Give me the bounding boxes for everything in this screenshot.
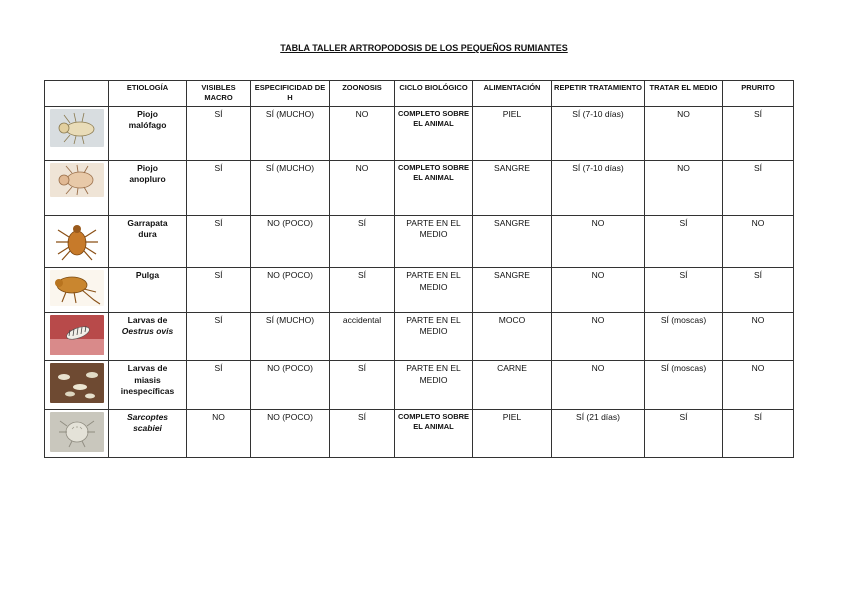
header-tratar: TRATAR EL MEDIO — [645, 81, 723, 107]
etiologia-cell: Pulga — [109, 268, 187, 312]
alimentacion-cell: PIEL — [473, 107, 552, 161]
zoonosis-cell: accidental — [330, 312, 395, 360]
prurito-cell: NO — [723, 312, 794, 360]
zoonosis-cell: SÍ — [330, 216, 395, 268]
louse-image — [50, 163, 104, 197]
prurito-cell: NO — [723, 361, 794, 409]
image-cell — [45, 268, 109, 312]
tratar-cell: SÍ — [645, 409, 723, 457]
zoonosis-cell: SÍ — [330, 409, 395, 457]
mite-image — [50, 412, 104, 452]
etiologia-cell: Larvas de miasis inespecíficas — [109, 361, 187, 409]
etiologia-cell: Garrapata dura — [109, 216, 187, 268]
zoonosis-cell: SÍ — [330, 268, 395, 312]
prurito-cell: SÍ — [723, 161, 794, 216]
especificidad-cell: SÍ (MUCHO) — [251, 107, 330, 161]
visibles-cell: NO — [187, 409, 251, 457]
especificidad-cell: NO (POCO) — [251, 409, 330, 457]
ciclo-cell: PARTE EN EL MEDIO — [395, 268, 473, 312]
visibles-cell: SÍ — [187, 216, 251, 268]
visibles-cell: SÍ — [187, 361, 251, 409]
image-cell — [45, 361, 109, 409]
image-cell — [45, 409, 109, 457]
table-row — [45, 268, 794, 312]
alimentacion-cell: PIEL — [473, 409, 552, 457]
visibles-cell: SÍ — [187, 161, 251, 216]
header-row — [45, 81, 794, 107]
header-alimentacion: ALIMENTACIÓN — [473, 81, 552, 107]
header-especificidad: ESPECIFICIDAD DE H — [251, 81, 330, 107]
header-prurito: PRURITO — [723, 81, 794, 107]
alimentacion-cell: SANGRE — [473, 161, 552, 216]
repetir-cell: SÍ (7-10 días) — [552, 107, 645, 161]
zoonosis-cell: SÍ — [330, 361, 395, 409]
alimentacion-cell: CARNE — [473, 361, 552, 409]
header-repetir: REPETIR TRATAMIENTO — [552, 81, 645, 107]
flea-image — [50, 270, 104, 306]
table-row — [45, 216, 794, 268]
table-row — [45, 161, 794, 216]
etiologia-cell: Larvas de Oestrus ovis — [109, 312, 187, 360]
artropodosis-table — [44, 80, 794, 458]
header-image — [45, 81, 109, 107]
especificidad-cell: SÍ (MUCHO) — [251, 312, 330, 360]
tratar-cell: SÍ (moscas) — [645, 312, 723, 360]
page-title: TABLA TALLER ARTROPODOSIS DE LOS PEQUEÑOS RUMIANTES — [280, 43, 568, 53]
alimentacion-cell: SANGRE — [473, 216, 552, 268]
visibles-cell: SÍ — [187, 312, 251, 360]
tratar-cell: NO — [645, 107, 723, 161]
especificidad-cell: SÍ (MUCHO) — [251, 161, 330, 216]
etiologia-cell: Piojo anopluro — [109, 161, 187, 216]
repetir-cell: NO — [552, 216, 645, 268]
tick-image — [50, 218, 104, 262]
visibles-cell: SÍ — [187, 107, 251, 161]
etiologia-cell: Piojo malófago — [109, 107, 187, 161]
header-ciclo: CICLO BIOLÓGICO — [395, 81, 473, 107]
ciclo-cell: COMPLETO SOBRE EL ANIMAL — [395, 107, 473, 161]
tratar-cell: SÍ — [645, 216, 723, 268]
repetir-cell: NO — [552, 312, 645, 360]
image-cell — [45, 312, 109, 360]
repetir-cell: NO — [552, 268, 645, 312]
header-zoonosis: ZOONOSIS — [330, 81, 395, 107]
tratar-cell: NO — [645, 161, 723, 216]
tratar-cell: SÍ — [645, 268, 723, 312]
especificidad-cell: NO (POCO) — [251, 361, 330, 409]
repetir-cell: SÍ (21 días) — [552, 409, 645, 457]
especificidad-cell: NO (POCO) — [251, 216, 330, 268]
image-cell — [45, 216, 109, 268]
alimentacion-cell: MOCO — [473, 312, 552, 360]
image-cell — [45, 107, 109, 161]
table-row — [45, 361, 794, 409]
tratar-cell: SÍ (moscas) — [645, 361, 723, 409]
ciclo-cell: COMPLETO SOBRE EL ANIMAL — [395, 161, 473, 216]
prurito-cell: SÍ — [723, 107, 794, 161]
larvae-image — [50, 315, 104, 355]
prurito-cell: SÍ — [723, 268, 794, 312]
prurito-cell: NO — [723, 216, 794, 268]
alimentacion-cell: SANGRE — [473, 268, 552, 312]
header-etiologia: ETIOLOGÍA — [109, 81, 187, 107]
zoonosis-cell: NO — [330, 161, 395, 216]
especificidad-cell: NO (POCO) — [251, 268, 330, 312]
table-row — [45, 107, 794, 161]
myiasis-larvae-image — [50, 363, 104, 403]
ciclo-cell: COMPLETO SOBRE EL ANIMAL — [395, 409, 473, 457]
etiologia-cell: Sarcoptes scabiei — [109, 409, 187, 457]
repetir-cell: NO — [552, 361, 645, 409]
table-row — [45, 312, 794, 360]
ciclo-cell: PARTE EN EL MEDIO — [395, 361, 473, 409]
table-row — [45, 409, 794, 457]
ciclo-cell: PARTE EN EL MEDIO — [395, 312, 473, 360]
zoonosis-cell: NO — [330, 107, 395, 161]
image-cell — [45, 161, 109, 216]
louse-image — [50, 109, 104, 147]
repetir-cell: SÍ (7-10 días) — [552, 161, 645, 216]
ciclo-cell: PARTE EN EL MEDIO — [395, 216, 473, 268]
visibles-cell: SÍ — [187, 268, 251, 312]
header-visibles: VISIBLES MACRO — [187, 81, 251, 107]
prurito-cell: SÍ — [723, 409, 794, 457]
